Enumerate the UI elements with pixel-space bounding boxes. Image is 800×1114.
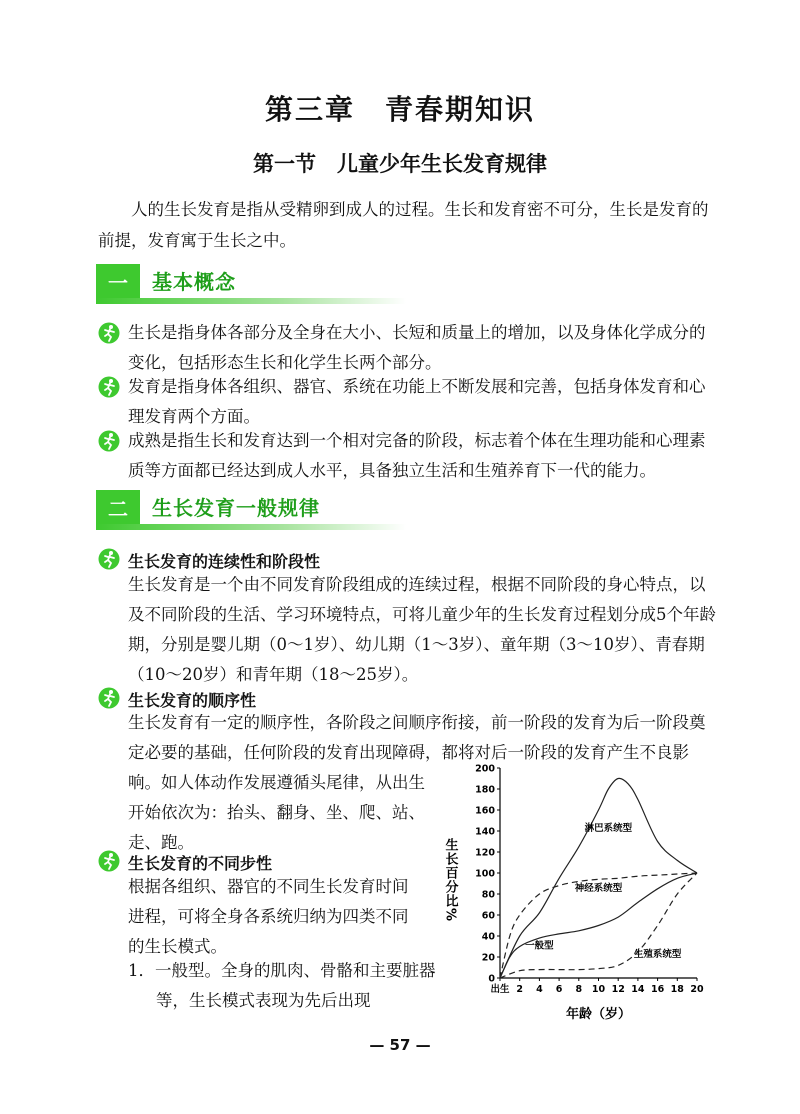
running-figure-icon xyxy=(98,687,120,709)
sequence-body: 生长发育有一定的顺序性，各阶段之间顺序衔接，前一阶段的发育为后一阶段奠定必要的基础，任何阶段的发育出现障碍，都将对后一阶段的发育产生不良影 xyxy=(128,713,706,762)
y-tick-label: 20 xyxy=(481,952,495,964)
x-tick-label: 10 xyxy=(591,984,606,995)
y-tick-label: 60 xyxy=(481,910,495,922)
sub-heading-sequence: 生长发育的顺序性 xyxy=(128,691,257,710)
y-tick-label: 100 xyxy=(475,868,495,880)
section-title: 第一节 儿童少年生长发育规律 xyxy=(253,152,547,176)
intro-paragraph: 人的生长发育是指从受精卵到成人的过程。生长和发育密不可分，生长是发育的前提，发育寓于生长之中。 xyxy=(98,200,709,250)
banner-general-rules xyxy=(96,490,406,530)
running-figure-icon xyxy=(98,850,120,872)
y-tick-label: 80 xyxy=(481,889,495,901)
asynchrony-body: 根据各组织、器官的不同生长发育时间进程，可将全身各系统归纳为四类不同的生长模式。 xyxy=(128,877,409,956)
x-tick-label: 6 xyxy=(555,984,563,995)
y-tick-label: 180 xyxy=(475,784,495,796)
x-tick-label: 出生 xyxy=(490,984,510,995)
banner-number: 二 xyxy=(96,490,140,524)
sub-heading-asynchrony: 生长发育的不同步性 xyxy=(128,854,273,873)
y-axis-label: 生长百分比% xyxy=(442,838,458,923)
series-label-neural: 神经系统型 xyxy=(574,882,623,894)
y-tick-label: 140 xyxy=(475,826,495,838)
banner-label: 生长发育一般规律 xyxy=(152,496,320,520)
running-figure-icon xyxy=(98,430,120,452)
x-tick-label: 12 xyxy=(611,984,625,995)
series-label-general: 一般型 xyxy=(525,940,554,952)
x-tick-label: 4 xyxy=(536,984,543,995)
sub-heading-continuity: 生长发育的连续性和阶段性 xyxy=(128,552,321,571)
growth-curve-chart xyxy=(440,760,710,1030)
banner-stripe xyxy=(96,524,406,530)
chapter-title: 第三章 青春期知识 xyxy=(264,93,535,126)
sequence-body-continued: 响。如人体动作发展遵循头尾律，从出生开始依次为：抬头、翻身、坐、爬、站、走、跑。 xyxy=(128,773,425,852)
running-figure-icon xyxy=(98,548,120,570)
y-tick-label: 120 xyxy=(475,847,495,859)
general-type-item: 1．一般型。全身的肌肉、骨骼和主要脏器等，生长模式表现为先后出现 xyxy=(128,961,436,1010)
concept-development: 发育是指身体各组织、器官、系统在功能上不断发展和完善，包括身体发育和心理发育两个方面。 xyxy=(128,377,706,426)
x-tick-label: 20 xyxy=(690,984,704,995)
running-figure-icon xyxy=(98,322,120,344)
x-axis-label: 年龄（岁） xyxy=(565,1007,632,1022)
y-tick-label: 200 xyxy=(475,763,495,775)
x-tick-label: 8 xyxy=(575,984,583,995)
continuity-body: 生长发育是一个由不同发育阶段组成的连续过程，根据不同阶段的身心特点，以及不同阶段的生活、学习环境特点，可将儿童少年的生长发育过程划分成5个年龄期，分别是婴儿期（0～1岁）、幼儿期（1～3岁）、童年期（3～10岁）、青春期（10～20岁）和青年期（18～25岁）。 xyxy=(128,575,716,684)
x-tick-label: 18 xyxy=(670,984,684,995)
y-tick-label: 0 xyxy=(488,973,495,985)
x-tick-label: 2 xyxy=(516,984,524,995)
series-label-reproductive: 生殖系统型 xyxy=(633,949,682,960)
banner-basic-concepts xyxy=(96,264,406,304)
y-tick-label: 40 xyxy=(481,931,495,943)
x-tick-label: 16 xyxy=(650,984,665,995)
y-tick-label: 160 xyxy=(475,805,495,817)
running-figure-icon xyxy=(98,376,120,398)
banner-number: 一 xyxy=(96,264,140,298)
x-tick-label: 14 xyxy=(631,984,645,995)
concept-maturity: 成熟是指生长和发育达到一个相对完备的阶段，标志着个体在生理功能和心理素质等方面都已经达到成人水平，具备独立生活和生殖养育下一代的能力。 xyxy=(128,431,706,480)
banner-stripe xyxy=(96,298,406,304)
banner-label: 基本概念 xyxy=(152,270,236,294)
page-number: — 57 — xyxy=(369,1036,431,1054)
concept-growth: 生长是指身体各部分及全身在大小、长短和质量上的增加，以及身体化学成分的变化，包括形态生长和化学生长两个部分。 xyxy=(128,323,706,372)
series-label-lymphatic: 淋巴系统型 xyxy=(584,823,633,834)
